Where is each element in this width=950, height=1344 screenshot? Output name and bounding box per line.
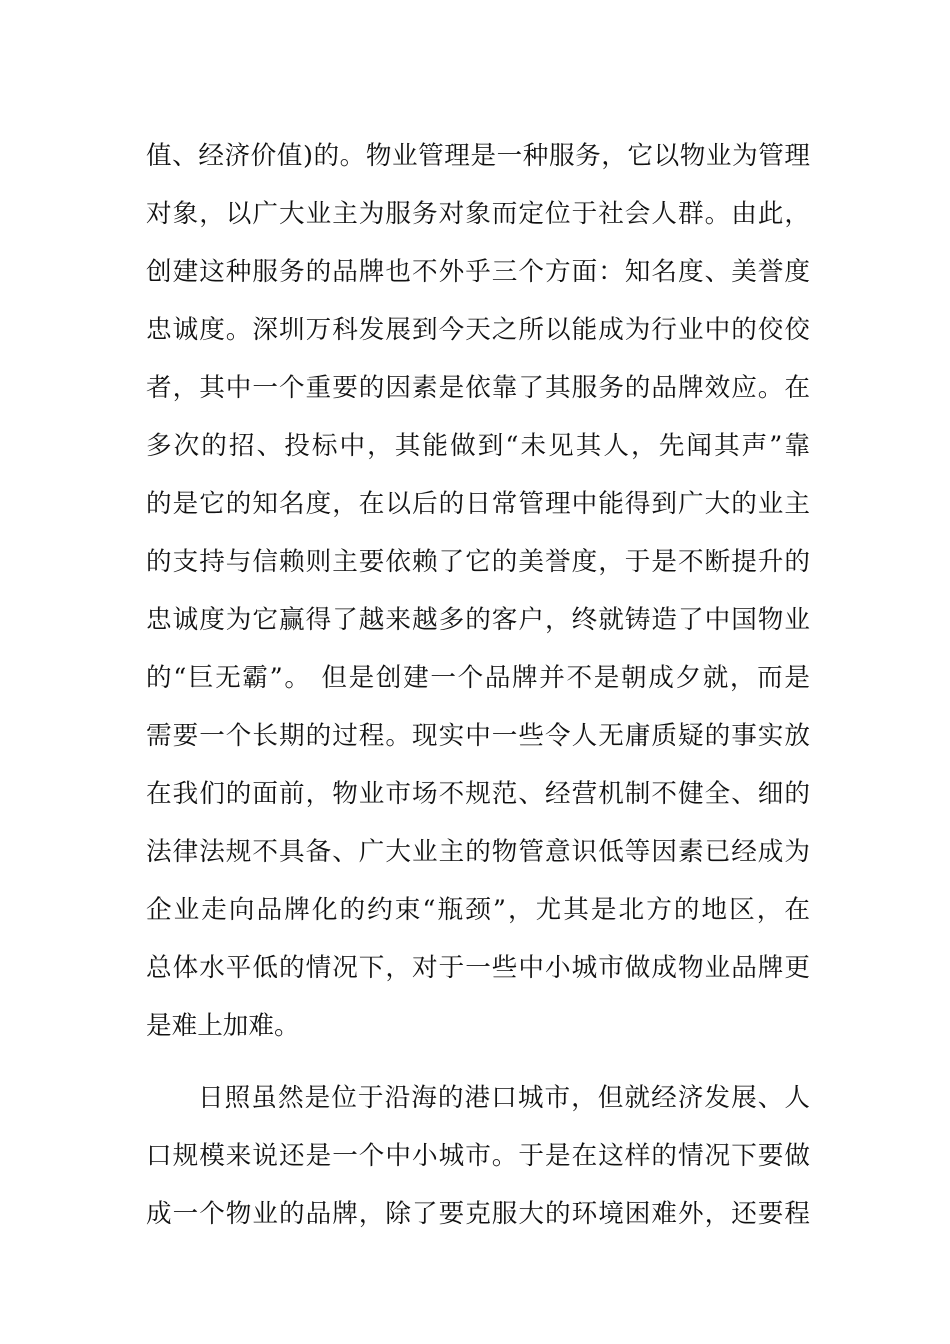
text-line: 是难上加难。 [146,1011,300,1041]
text-line: 多次的招、投标中，其能做到“未见其人，先闻其声”靠 [146,431,810,461]
text-line: 忠诚度。深圳万科发展到今天之所以能成为行业中的佼佼 [146,315,810,345]
text-line: 在我们的面前，物业市场不规范、经营机制不健全、细的 [146,779,810,809]
text-line: 日照虽然是位于沿海的港口城市，但就经济发展、人 [198,1083,810,1113]
text-line: 的是它的知名度，在以后的日常管理中能得到广大的业主 [146,489,810,519]
text-line: 对象，以广大业主为服务对象而定位于社会人群。由此， [146,199,810,229]
paragraph-2 [146,1069,810,1243]
text-line: 企业走向品牌化的约束“瓶颈”，尤其是北方的地区，在 [146,895,810,925]
text-line: 口规模来说还是一个中小城市。于是在这样的情况下要做 [146,1141,810,1171]
body-text [146,127,810,1243]
text-line: 总体水平低的情况下，对于一些中小城市做成物业品牌更 [146,953,810,983]
paragraph-gap [146,1055,810,1069]
text-line: 者，其中一个重要的因素是依靠了其服务的品牌效应。在 [146,373,810,403]
text-line: 忠诚度为它赢得了越来越多的客户，终就铸造了中国物业 [146,605,810,635]
text-line: 创建这种服务的品牌也不外乎三个方面：知名度、美誉度 [146,257,810,287]
text-line: 值、经济价值)的。物业管理是一种服务，它以物业为管理 [146,141,810,171]
paragraph-1 [146,127,810,1055]
text-line: 的“巨无霸”。 但是创建一个品牌并不是朝成夕就，而是 [146,663,810,693]
text-line: 成一个物业的品牌，除了要克服大的环境困难外，还要程 [146,1199,810,1229]
text-line: 的支持与信赖则主要依赖了它的美誉度，于是不断提升的 [146,547,810,577]
text-line: 需要一个长期的过程。现实中一些令人无庸质疑的事实放 [146,721,810,751]
text-line: 法律法规不具备、广大业主的物管意识低等因素已经成为 [146,837,810,867]
